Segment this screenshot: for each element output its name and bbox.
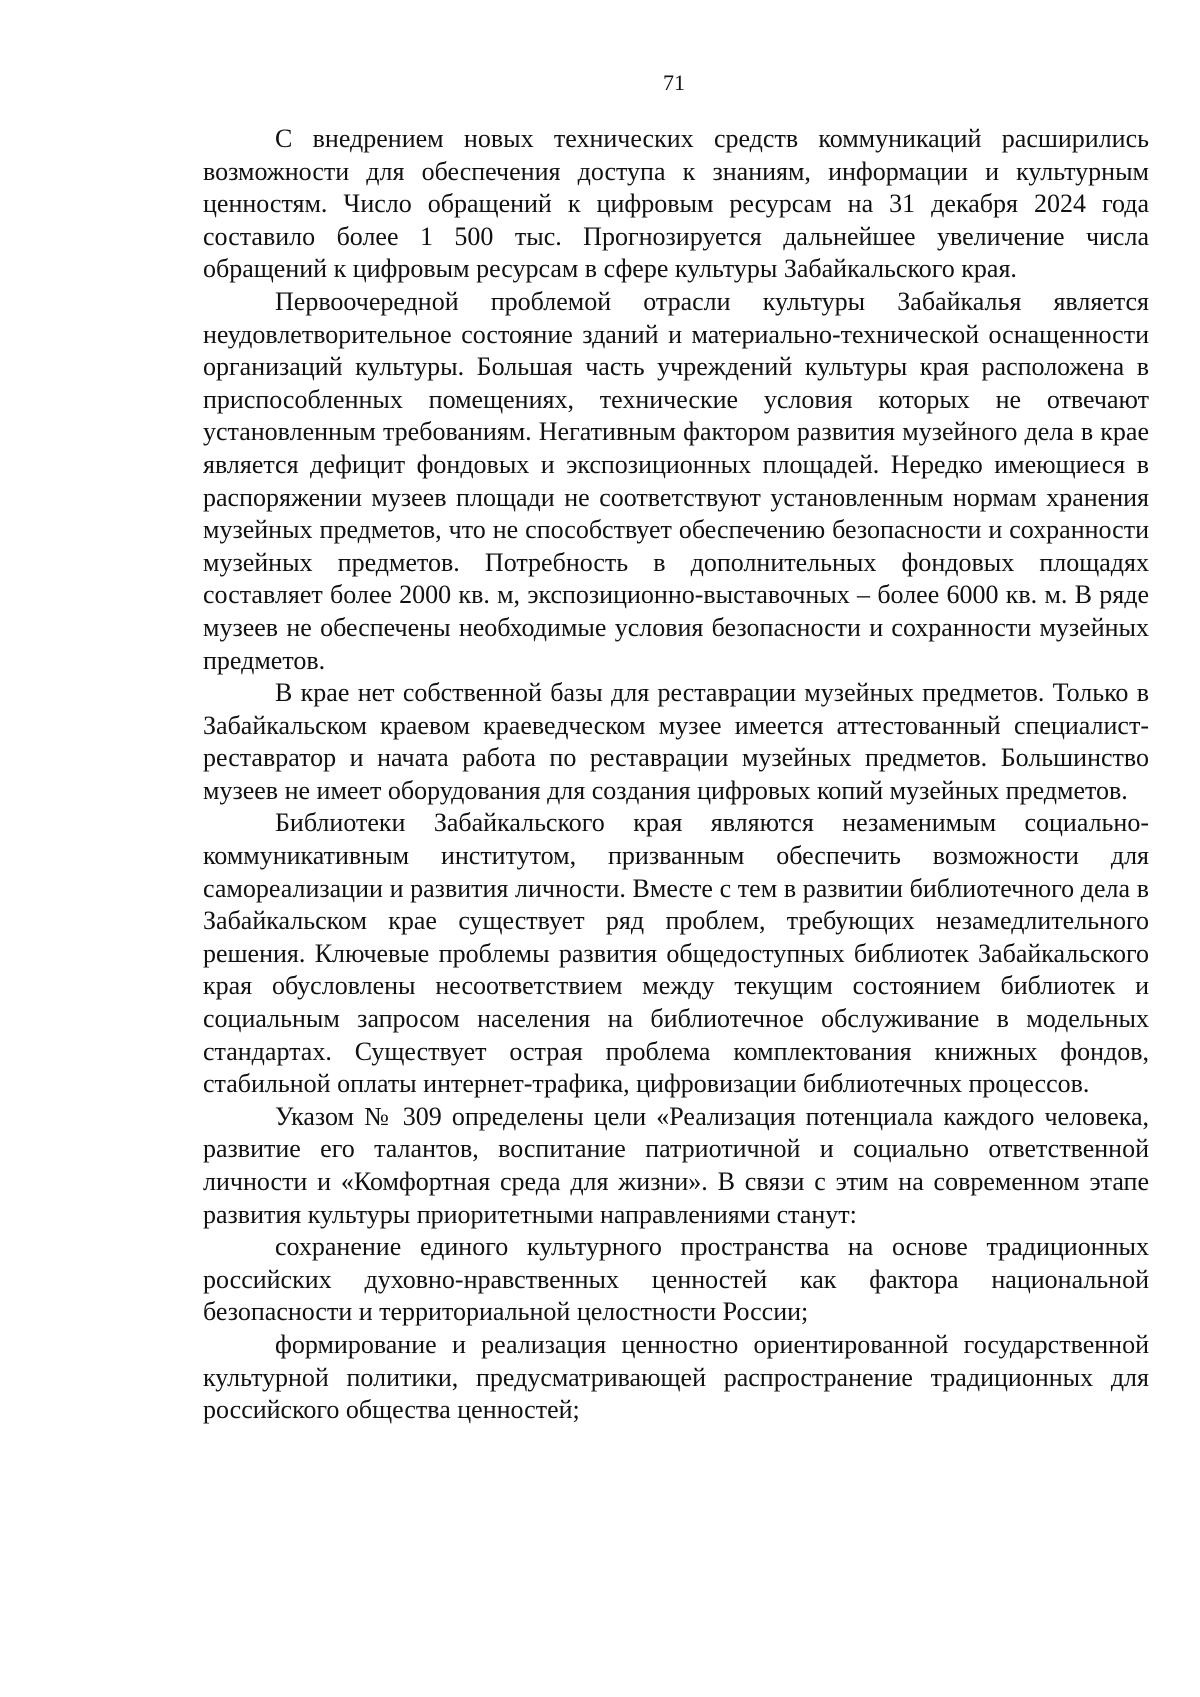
document-body: [203, 123, 1149, 1427]
list-item-cultural-policy: формирование и реализация ценностно ориентированной государственной культурной политики, предусматривающей распространение традиционных для российского общества ценностей;: [203, 1329, 1149, 1425]
paragraph-digital-resources: С внедрением новых технических средств коммуникаций расширились возможности для обеспечения доступа к знаниям, информации и культурным ценностям. Число обращений к цифровым ресурсам на 31 декабря 2024 года составило более 1 500 тыс. Прогнозируется дальнейшее увеличение числа обращений к цифровым ресурсам в сфере культуры Забайкальского края.: [203, 124, 1149, 284]
paragraph-buildings-problem: Первоочередной проблемой отрасли культуры Забайкалья является неудовлетворительное состояние зданий и материально-технической оснащенности организаций культуры. Большая часть учреждений культуры края расположена в приспособленных помещениях, технические условия которых не отвечают установленным требованиям. Негативным фактором развития музейного дела в крае является дефицит фондовых и экспозиционных площадей. Нередко имеющиеся в распоряжении музеев площади не соответствуют установленным нормам хранения музейных предметов, что не способствует обеспечению безопасности и сохранности музейных предметов. Потребность в дополнительных фондовых площадях составляет более 2000 кв. м, экспозиционно-выставочных – более 6000 кв. м. В ряде музеев не обеспечены необходимые условия безопасности и сохранности музейных предметов.: [203, 286, 1149, 675]
paragraph-libraries: Библиотеки Забайкальского края являются незаменимым социально-коммуникативным институтом, призванным обеспечить возможности для самореализации и развития личности. Вместе с тем в развитии библиотечного дела в Забайкальском крае существует ряд проблем, требующих незамедлительного решения. Ключевые проблемы развития общедоступных библиотек Забайкальского края обусловлены несоответствием между текущим состоянием библиотек и социальным запросом населения на библиотечное обслуживание в модельных стандартах. Существует острая проблема комплектования книжных фондов, стабильной оплаты интернет-трафика, цифровизации библиотечных процессов.: [203, 808, 1149, 1099]
page-number: 71: [663, 70, 685, 95]
paragraph-decree-309: Указом № 309 определены цели «Реализация потенциала каждого человека, развитие его талантов, воспитание патриотичной и социально ответственной личности и «Комфортная среда для жизни». В связи с этим на современном этапе развития культуры приоритетными направлениями станут:: [203, 1101, 1149, 1229]
list-item-cultural-space: сохранение единого культурного пространства на основе традиционных российских духовно-нравственных ценностей как фактора национальной безопасности и территориальной целостности России;: [203, 1232, 1149, 1327]
paragraph-restoration: В крае нет собственной базы для реставрации музейных предметов. Только в Забайкальском краевом краеведческом музее имеется аттестованный специалист-реставратор и начата работа по реставрации музейных предметов. Большинство музеев не имеет оборудования для создания цифровых копий музейных предметов.: [203, 678, 1149, 805]
